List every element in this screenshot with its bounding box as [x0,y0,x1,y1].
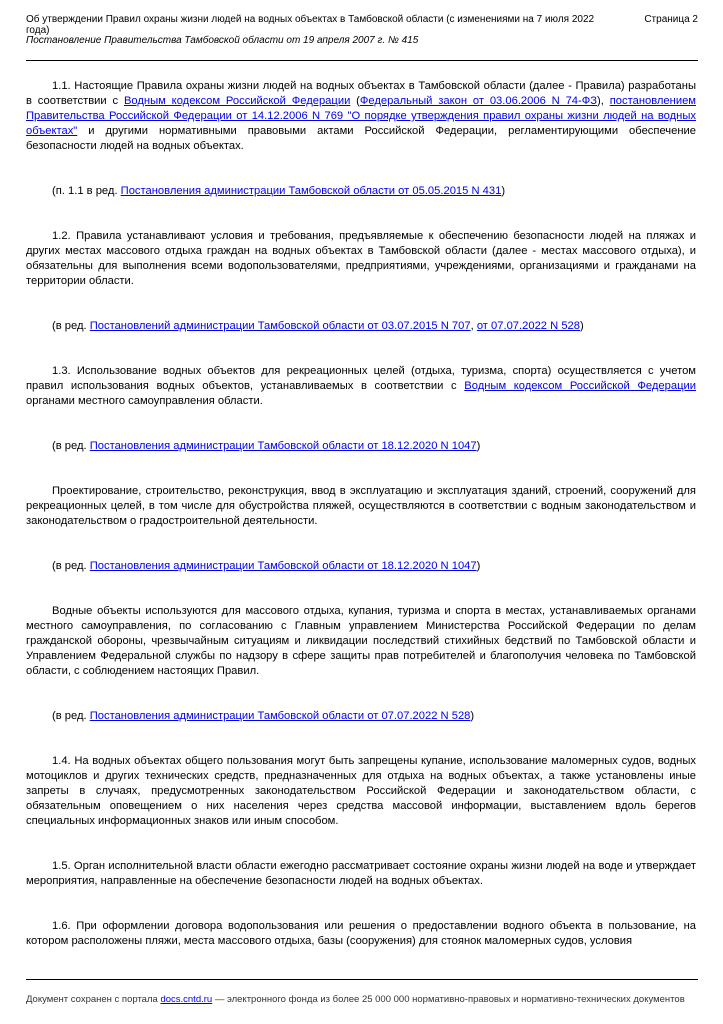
link-water-code-2[interactable]: Водным кодексом Российской Федерации [464,380,696,392]
paragraph-1-6: 1.6. При оформлении договора водопользования или решения о предоставлении водного объекта в пользование, на котором расположены пляжи, места массового отдыха, базы (сооружения) для стоянок маломерных судов, условия [26,920,696,947]
header-divider [26,60,698,61]
paragraph-design: Проектирование, строительство, реконструкция, ввод в эксплуатацию и эксплуатация зданий, строений, сооружений для рекреационных целей, в том числе для обустройства пляжей, осуществляются в соответствии с водным законодательством и законодательством о градостроительной деятельности. [26,485,696,527]
link-resolution-528-a[interactable]: от 07.07.2022 N 528 [476,320,580,332]
link-resolution-1047-a[interactable]: Постановления администрации Тамбовской области от 18.12.2020 N 1047 [89,440,477,452]
amendment-note-5: (в ред. Постановления администрации Тамбовской области от 07.07.2022 N 528) [52,710,475,722]
link-resolution-707[interactable]: Постановлений администрации Тамбовской области от 03.07.2015 N 707 [89,320,471,332]
link-water-code[interactable]: Водным кодексом Российской Федерации [123,95,351,107]
paragraph-1-5: 1.5. Орган исполнительной власти области ежегодно рассматривает состояние охраны жизни людей на воде и утверждает мероприятия, направленные на обеспечение безопасности людей на водных объектах. [26,860,696,887]
link-resolution-431[interactable]: Постановления администрации Тамбовской области от 05.05.2015 N 431 [120,185,502,197]
document-subtitle: Постановление Правительства Тамбовской области от 19 апреля 2007 г. № 415 [26,35,419,46]
portal-link[interactable]: docs.cntd.ru [160,994,213,1005]
document-title: Об утверждении Правил охраны жизни людей на водных объектах в Тамбовской области (с изменениями на 7 июля 2022 года) [26,14,595,36]
document-body [26,79,696,949]
paragraph-1-1: 1.1. Настоящие Правила охраны жизни людей на водных объектах в Тамбовской области (далее - Правила) разработаны в соответствии с Водным кодексом Российской Федерации (Федеральный закон от 03.06.2006 N 74-ФЗ), постановлением Правительства Российской Федерации от 14.12.2006 N 769 "О порядке утверждения правил охраны жизни людей на водных объектах" и другими нормативными правовыми актами Российской Федерации, регламентирующими обеспечение безопасности людей на водных объектах. [26,80,696,152]
amendment-note-4: (в ред. Постановления администрации Тамбовской области от 18.12.2020 N 1047) [52,560,481,572]
link-resolution-769[interactable]: постановлением Правительства Российской Федерации от 14.12.2006 N 769 "О порядке утверждения правил охраны жизни людей на водных объектах" [26,95,696,137]
link-federal-law-74[interactable]: Федеральный закон от 03.06.2006 N 74-ФЗ [359,95,598,107]
amendment-note-2: (в ред. Постановлений администрации Тамбовской области от 03.07.2015 N 707, от 07.07.2022 N 528) [52,320,584,332]
paragraph-1-4: 1.4. На водных объектах общего пользования могут быть запрещены купание, использование маломерных судов, водных мотоциклов и других технических средств, предназначенных для отдыха на водных объектах, а также установлены иные запреты в случаях, предусмотренных законодательством Российской Федерации и законодательством области, с обязательным оповещением о них населения через средства массовой информации, выставлением вдоль берегов специальных информационных знаков или иным способом. [26,755,696,827]
page-header [26,15,698,47]
amendment-note-3: (в ред. Постановления администрации Тамбовской области от 18.12.2020 N 1047) [52,440,481,452]
paragraph-1-3: 1.3. Использование водных объектов для рекреационных целей (отдыха, туризма, спорта) осуществляется с учетом правил использования водных объектов, устанавливаемых в соответствии с Водным кодексом Российской Федерации органами местного самоуправления области. [26,365,696,407]
paragraph-water-use: Водные объекты используются для массового отдыха, купания, туризма и спорта в местах, устанавливаемых органами местного самоуправления, по согласованию с Главным управлением Министерства Российской Федерации по делам гражданской обороны, чрезвычайным ситуациям и ликвидации последствий стихийных бедствий по Тамбовской области и Управлением Федеральной службы по надзору в сфере защиты прав потребителей и благополучия человека по Тамбовской области, с соблюдением настоящих Правил. [26,605,696,677]
page-number: Страница 2 [644,14,698,25]
amendment-note-1: (п. 1.1 в ред. Постановления администрации Тамбовской области от 05.05.2015 N 431) [52,185,506,197]
paragraph-1-2: 1.2. Правила устанавливают условия и требования, предъявляемые к обеспечению безопасности людей на пляжах и других местах массового отдыха граждан на водных объектах в Тамбовской области (далее - местах массового отдыха), и обязательны для выполнения всеми водопользователями, предприятиями, учреждениями, организациями и гражданами на территории области. [26,230,696,287]
footer-divider [26,979,698,980]
link-resolution-1047-b[interactable]: Постановления администрации Тамбовской области от 18.12.2020 N 1047 [89,560,477,572]
link-resolution-528-b[interactable]: Постановления администрации Тамбовской области от 07.07.2022 N 528 [89,710,471,722]
page-footer: Документ сохранен с портала docs.cntd.ru — электронного фонда из более 25 000 000 нормативно-правовых и нормативно-технических документов [26,994,685,1005]
